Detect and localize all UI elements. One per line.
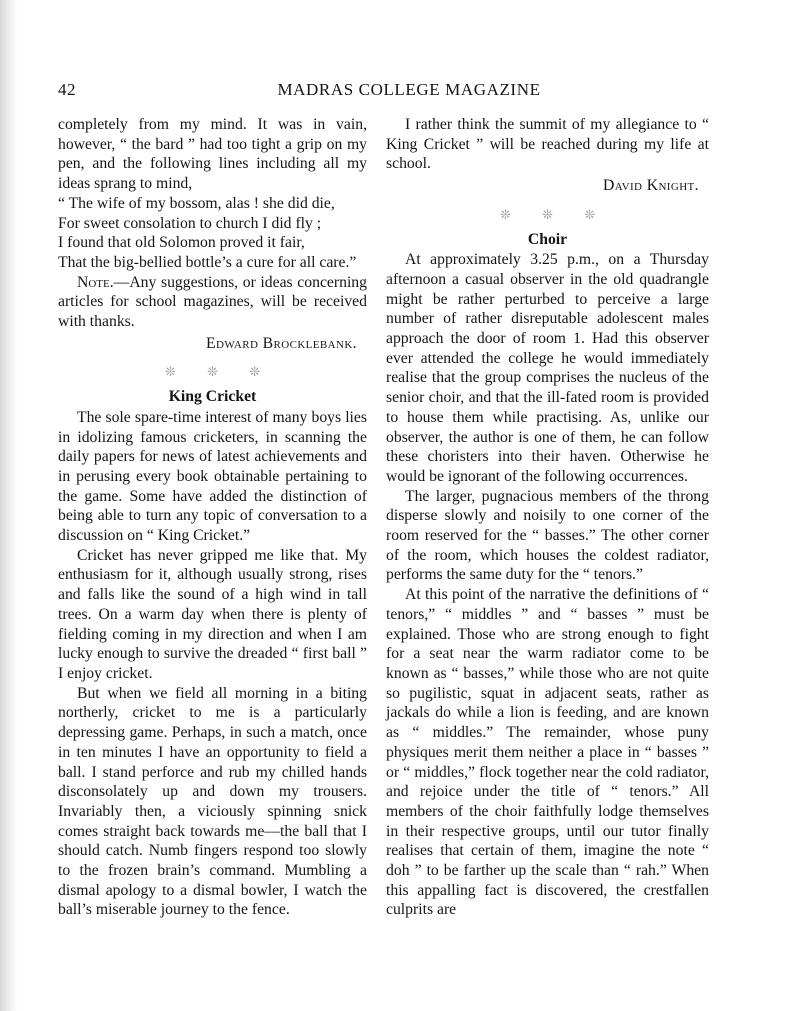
section-title: Choir	[527, 230, 568, 248]
paragraph: At approximately 3.25 p.m., on a Thursday afternoon a casual observer in the old quadrangle might be rather perturbed to perceive a large number of rather disreputable adolescent males approach the door of room 1. Had this observer ever attended the college he would immediately realise that the group comprises the nucleus of the senior choir, and that the ill-fated room is provided to house them while practising. As, unlike our observer, the author is one of them, he can follow these choristers into their haven. Otherwise he would be ignorant of the following occurrences.	[386, 251, 709, 485]
running-title: MADRAS COLLEGE MAGAZINE	[277, 80, 541, 99]
paragraph: The larger, pugnacious members of the throng disperse slowly and noisily to one corner of the room reserved for the “ basses.” The other corner of the room, which houses the coldest radiator, performs the same duty for the “ tenors.”	[386, 487, 709, 584]
page-header	[58, 80, 720, 104]
verse	[58, 194, 367, 273]
verse-line: That the big-bellied bottle’s a cure for all care.”	[58, 253, 357, 271]
paragraph: But when we field all morning in a biting northerly, cricket to me is a particularly depressing game. Perhaps, in such a match, once in ten minutes I have an opportunity to field a ball. I stand perforce and rub my chilled hands disconsolately up and down my trousers. Invariably then, a viciously spinning snick comes straight back towards me—the ball that I should catch. Numb fingers respond too slowly to the frozen brain’s command. Mumbling a dismal apology to a dismal bowler, I watch the ball’s miserable journey to the fence.	[58, 684, 367, 919]
verse-line: “ The wife of my bossom, alas ! she did die,	[58, 194, 335, 212]
note-text: Any suggestions, or ideas concerning articles for school magazines, will be received with thanks.	[58, 273, 367, 331]
section-title: King Cricket	[168, 388, 257, 406]
page-edge-shadow	[0, 0, 18, 1011]
note-paragraph	[58, 273, 367, 332]
paragraph: At this point of the narrative the definitions of “ tenors,” “ middles ” and “ basses ” must be explained. Those who are strong enough to fight for a seat near the warm radiator come to be known as “ basses,” while those who are not quite so pugilistic, squat in adjacent seats, rather as jackals do while a lion is feeding, and are known as “ middles.” The remainder, whose puny physiques merit them neither a place in “ basses ” or “ middles,” flock together near the cold radiator, and rejoice under the title of “ tenors.” All members of the choir faithfully lodge themselves in their respective groups, until our tutor finally realises that certain of them, imagine the note “ doh ” to be farther up the scale than “ rah.” When this appalling fact is discovered, the crestfallen culprits are	[386, 586, 709, 919]
author-signature: David Knight.	[603, 177, 699, 195]
section-divider: ❊ ❊ ❊	[164, 364, 275, 380]
paragraph: The sole spare-time interest of many boys lies in idolizing famous cricketers, in scanning the daily papers for news of latest achievements and in perusing every book obtainable pertaining to the game. Some have added the distinction of being able to turn any topic of conversation to a discussion on “ King Cricket.”	[58, 408, 367, 545]
paragraph: completely from my mind. It was in vain, however, “ the bard ” had too tight a grip on my pen, and the following lines including all my ideas sprang to mind,	[58, 116, 367, 193]
verse-line: I found that old Solomon proved it fair,	[58, 234, 305, 252]
section-divider: ❊ ❊ ❊	[499, 206, 610, 222]
author-signature: Edward Brocklebank.	[206, 334, 357, 352]
note-label: Note.—	[77, 273, 130, 291]
right-column	[386, 115, 709, 920]
verse-line: For sweet consolation to church I did fly ;	[58, 214, 322, 232]
paragraph: I rather think the summit of my allegiance to “ King Cricket ” will be reached during my life at school.	[386, 116, 709, 173]
paragraph: Cricket has never gripped me like that. My enthusiasm for it, although usually strong, rises and falls like the sound of a high wind in tall trees. On a warm day when there is plenty of fielding coming in my direction and when I am lucky enough to survive the dreaded “ first ball ” I enjoy cricket.	[58, 546, 367, 682]
left-column	[58, 115, 367, 920]
page-number: 42	[58, 80, 76, 99]
